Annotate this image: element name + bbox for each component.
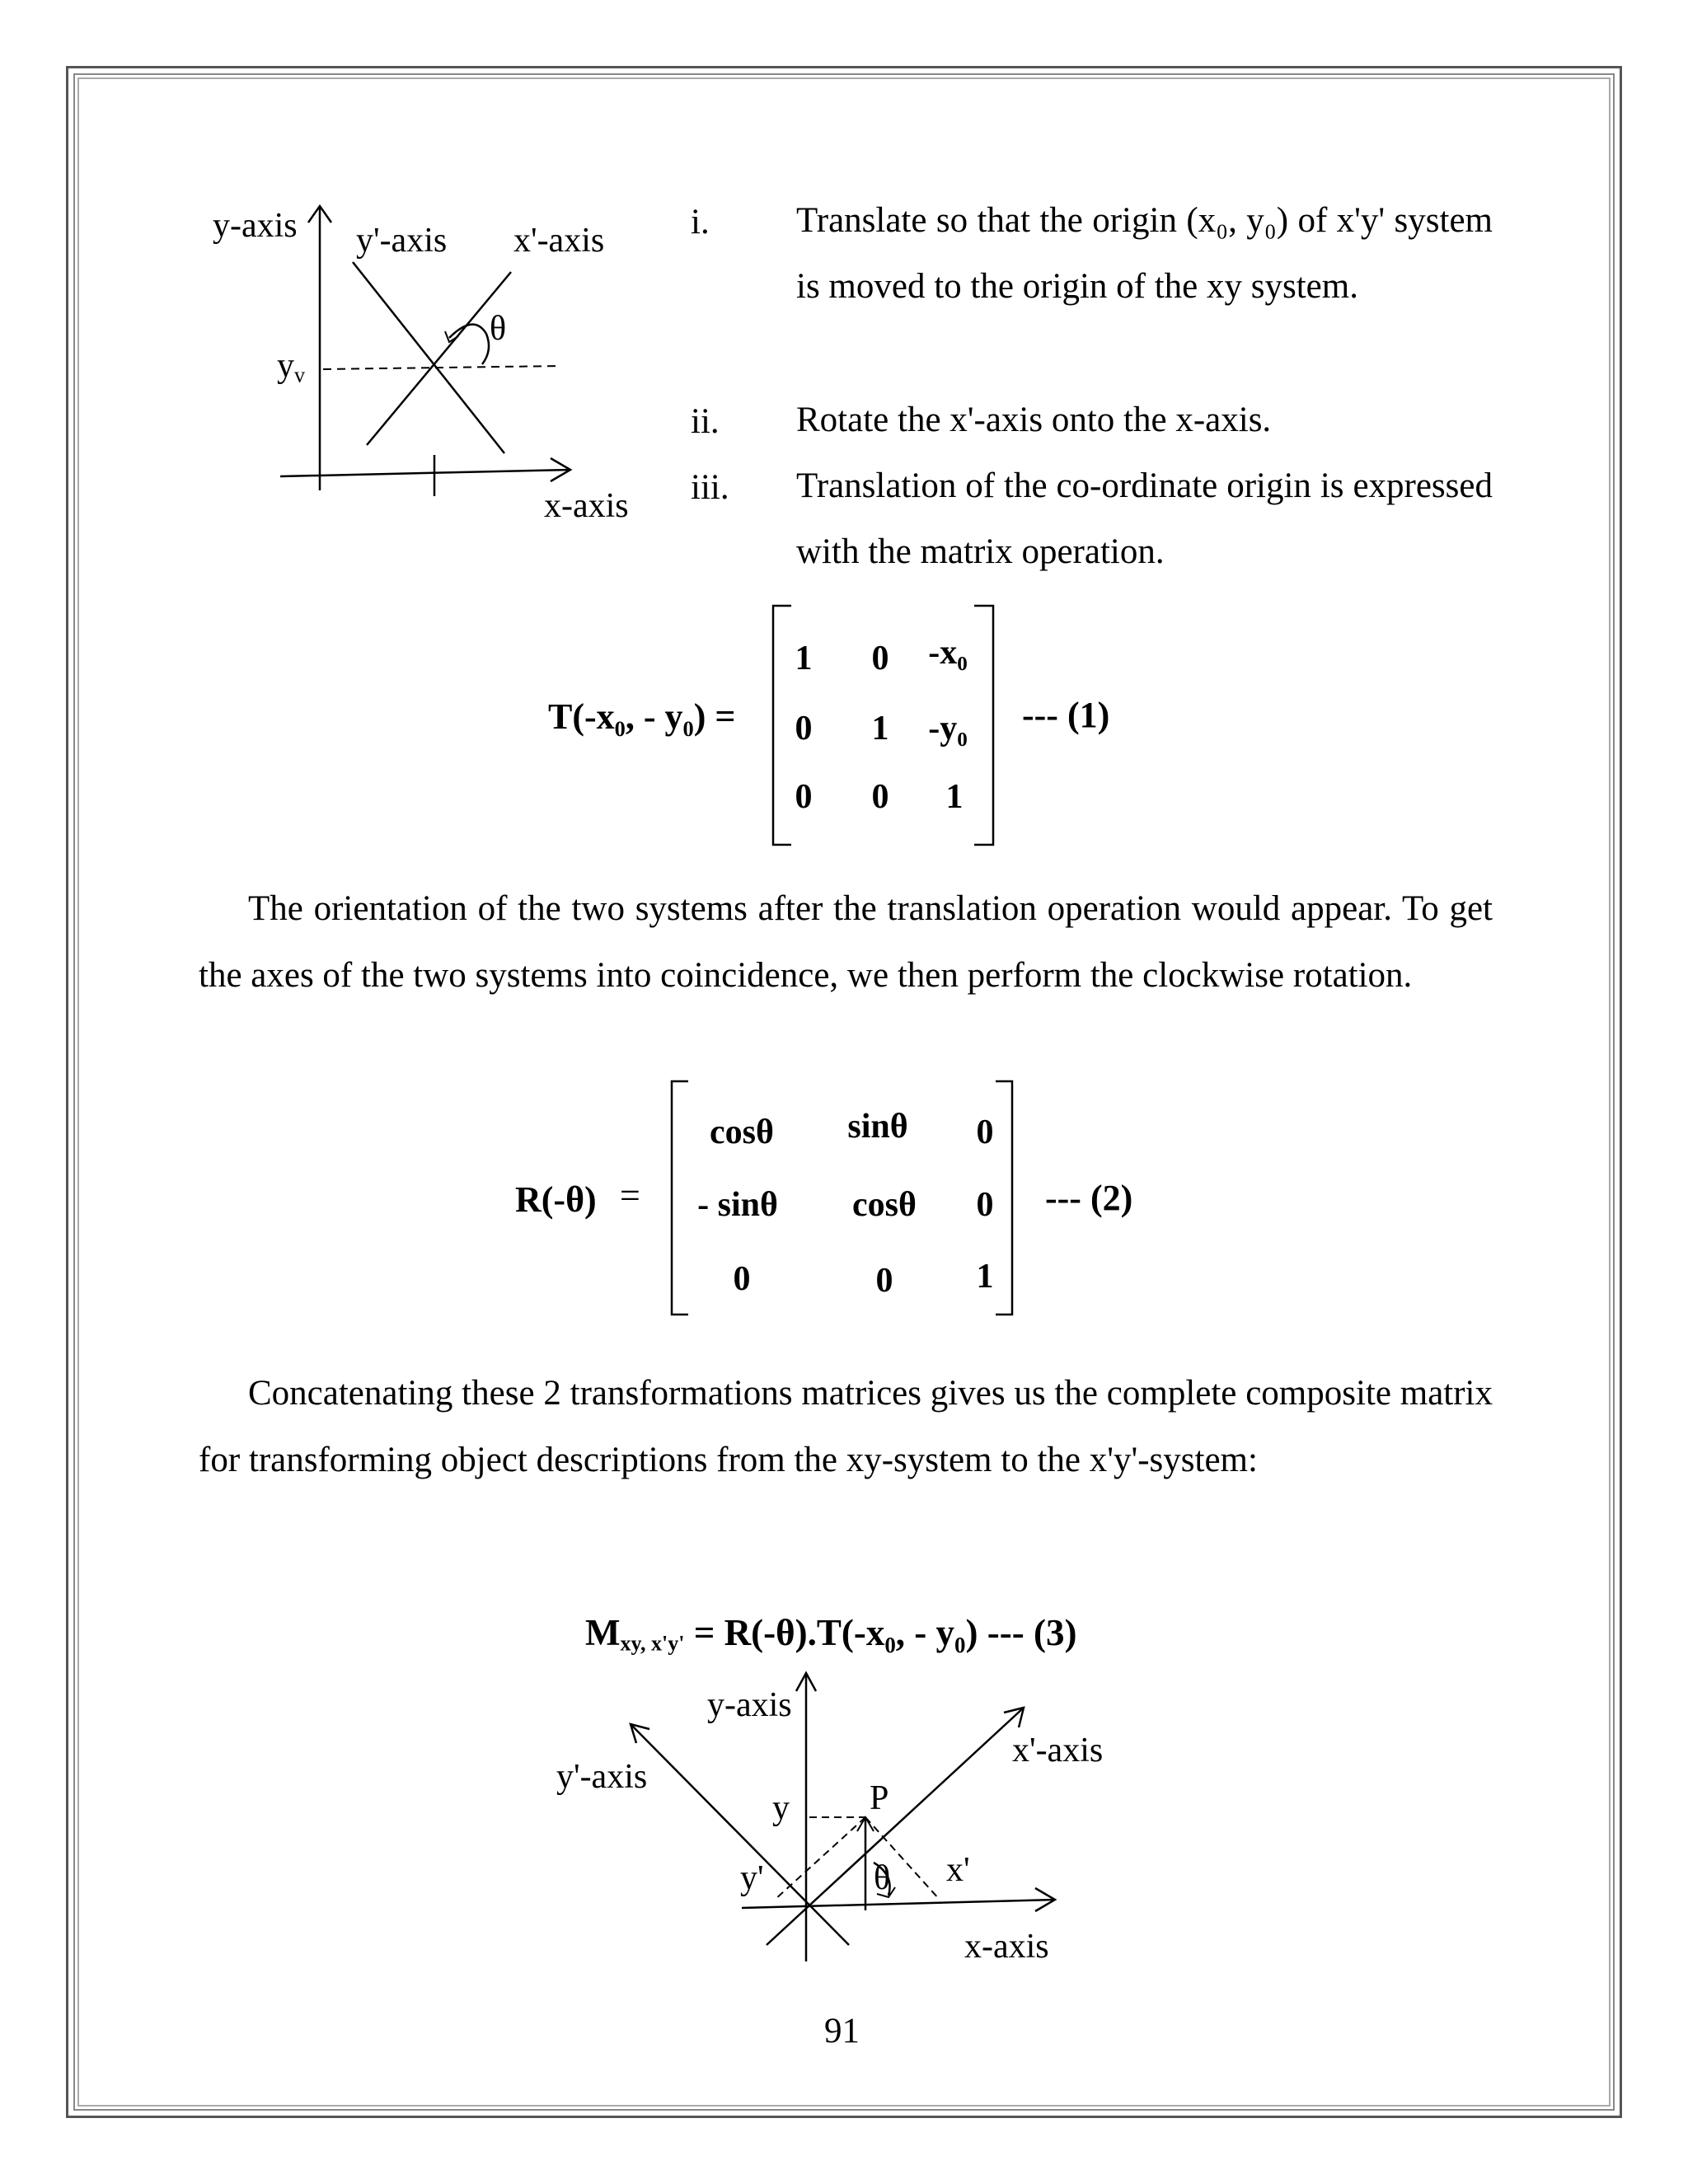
eq2-tag: --- (2) xyxy=(1045,1178,1133,1218)
eq2-cell-r3c2: 0 xyxy=(875,1262,893,1300)
eq2-lhs: R(-θ) xyxy=(515,1179,597,1220)
eq1-cell-r2c3: -y₀ xyxy=(928,710,968,748)
fig2-yprime-label: y' xyxy=(740,1859,764,1897)
fig1-yprime-axis-label: y'-axis xyxy=(356,222,448,260)
fig2-xprime-label: x' xyxy=(946,1851,970,1889)
step-1-text: Translate so that the origin (x₀, y₀) of x'y' system is moved to the origin of the xy system. xyxy=(796,201,1493,306)
eq1-cell-r2c1: 0 xyxy=(795,710,813,748)
fig2-yprime-line xyxy=(631,1724,849,1945)
eq2-cell-r3c3: 1 xyxy=(976,1258,994,1296)
eq1-cell-r1c3: -x₀ xyxy=(928,634,968,672)
fig2-xprime-axis-label: x'-axis xyxy=(1012,1732,1104,1769)
step-1-number: i. xyxy=(691,203,710,241)
eq3: $M_{xy, x'y'} = R(-\theta).T(-x_0$, - y₀) --- (3) xyxy=(585,1612,1077,1656)
eq1-cell-r2c2: 1 xyxy=(871,710,889,748)
fig1-y-axis-label: y-axis xyxy=(213,207,298,245)
eq2-cell-r1c3: 0 xyxy=(976,1113,994,1151)
fig1-x-axis-label: x-axis xyxy=(544,487,629,525)
fig2-dash-yprime xyxy=(775,1817,865,1900)
eq2-cell-r1c1: cosθ xyxy=(710,1113,774,1151)
fig2-yprime-axis-label: y'-axis xyxy=(556,1758,648,1796)
fig1-xprime-axis-label: x'-axis xyxy=(513,222,605,260)
fig2-y-label: y xyxy=(772,1789,790,1827)
eq2-cell-r2c1: - sinθ xyxy=(697,1186,778,1224)
fig1-theta-label: θ xyxy=(490,310,507,348)
eq1-lhs: T(-x₀, - y₀) = xyxy=(548,696,736,737)
eq1-tag: --- (1) xyxy=(1022,695,1110,735)
step-2-number: ii. xyxy=(691,402,720,441)
fig2-y-axis-label: y-axis xyxy=(707,1686,792,1724)
eq2-cell-r3c1: 0 xyxy=(733,1260,751,1298)
eq2-equals: = xyxy=(620,1175,640,1216)
eq1-cell-r1c2: 0 xyxy=(871,640,889,677)
fig2-theta-label: θ xyxy=(874,1859,891,1897)
eq2-cell-r1c2: sinθ xyxy=(847,1108,908,1146)
eq2-cell-r2c2: cosθ xyxy=(852,1186,917,1224)
page-number: 91 xyxy=(824,2012,860,2050)
eq1-cell-r3c2: 0 xyxy=(871,778,889,816)
step-2-text: Rotate the x'-axis onto the x-axis. xyxy=(796,401,1272,439)
fig2-p-label: P xyxy=(870,1779,889,1817)
step-3-text: Translation of the co-ordinate origin is expressed with the matrix operation. xyxy=(796,466,1493,571)
eq1-cell-r1c1: 1 xyxy=(795,640,813,677)
paragraph-2: Concatenating these 2 transformations matrices gives us the complete composite matrix for transforming object descriptions from the xy-system to the x'y'-system: xyxy=(199,1374,1493,1479)
eq1-cell-r3c3: 1 xyxy=(945,778,964,816)
fig2-x-axis-label: x-axis xyxy=(964,1928,1049,1966)
fig2-x-axis-line xyxy=(742,1900,1055,1908)
eq2-cell-r2c3: 0 xyxy=(976,1186,994,1224)
eq1-cell-r3c1: 0 xyxy=(795,778,813,816)
step-3-number: iii. xyxy=(691,468,729,507)
fig1-yv-label: $y_v$ xyxy=(277,347,306,387)
paragraph-1: The orientation of the two systems after the translation operation would appear. To get the axes of the two systems into coincidence, we then perform the clockwise rotation. xyxy=(199,889,1493,995)
